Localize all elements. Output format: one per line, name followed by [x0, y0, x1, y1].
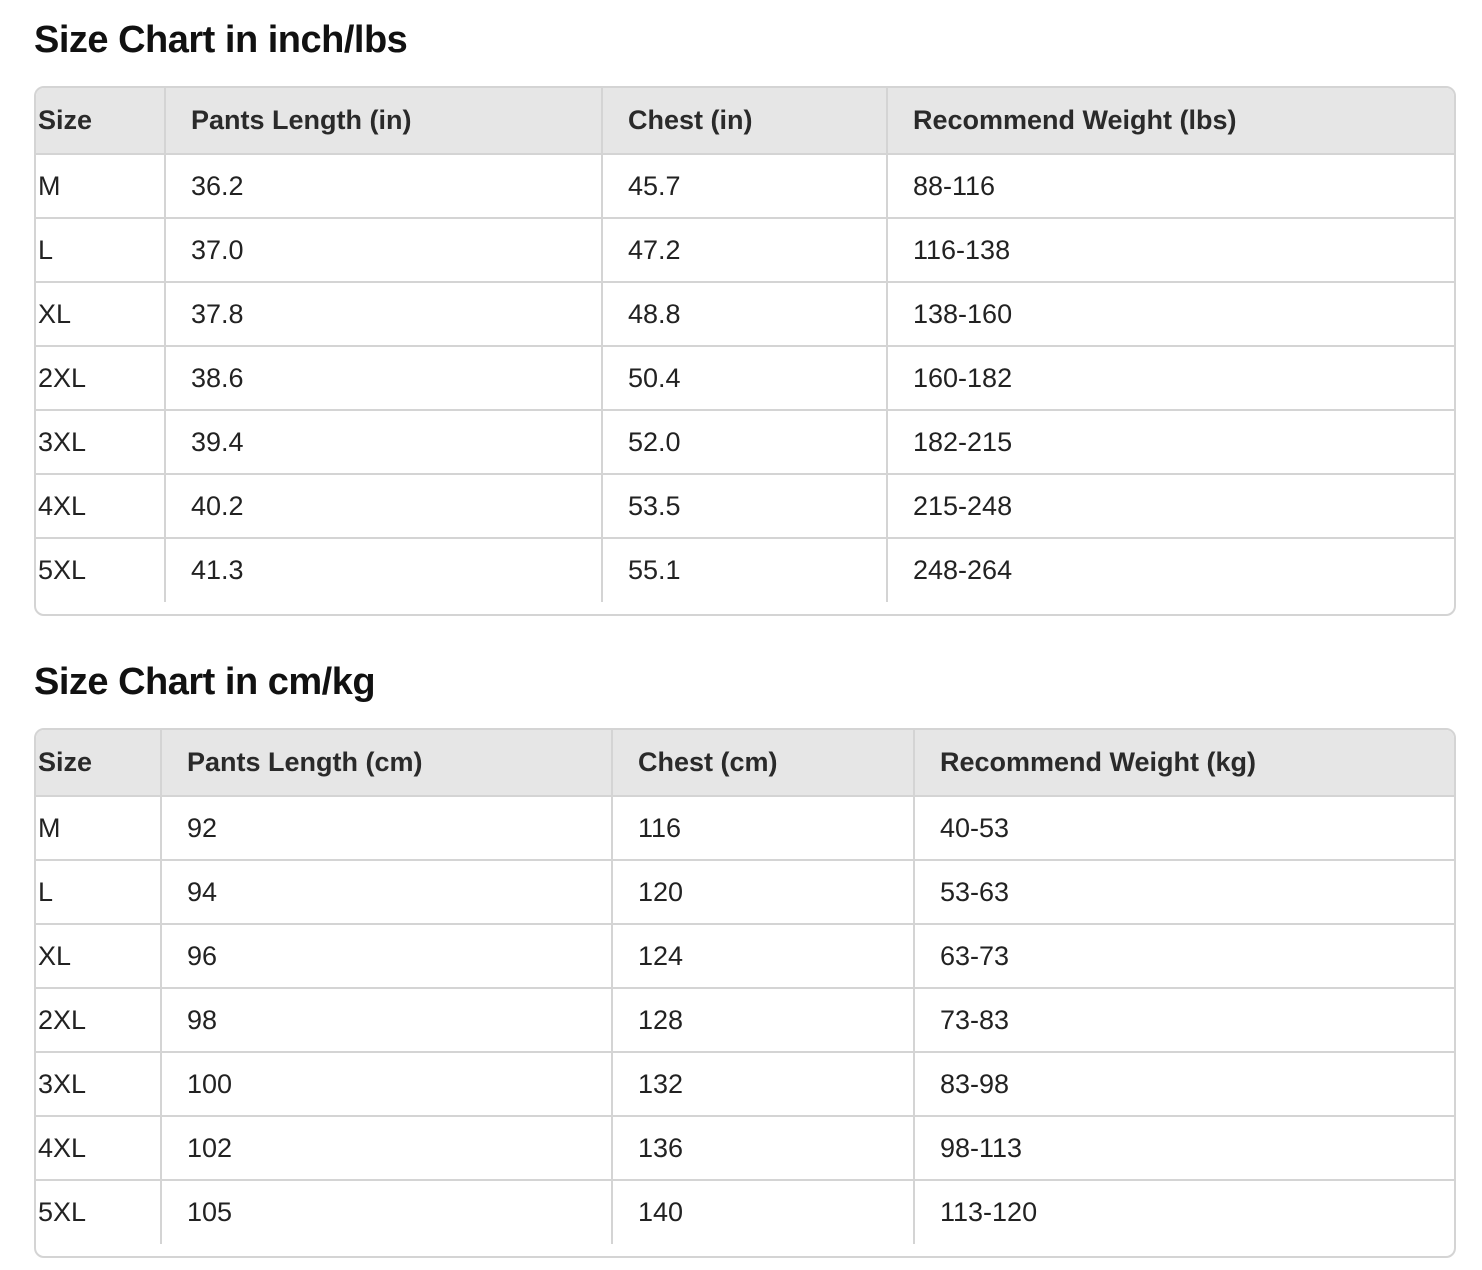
table-cell: 5XL [36, 538, 165, 602]
table-cell: 3XL [36, 410, 165, 474]
column-header: Recommend Weight (kg) [914, 730, 1454, 796]
column-header: Pants Length (cm) [161, 730, 612, 796]
table-cell: 96 [161, 924, 612, 988]
table-cell: 100 [161, 1052, 612, 1116]
table-cell: 5XL [36, 1180, 161, 1244]
table-cell: 39.4 [165, 410, 602, 474]
table-cell: XL [36, 924, 161, 988]
table-row [36, 796, 1454, 860]
table-cell: M [36, 154, 165, 218]
table-cell: 105 [161, 1180, 612, 1244]
table-cell: M [36, 796, 161, 860]
column-header: Size [36, 88, 165, 154]
table-cell: 140 [612, 1180, 914, 1244]
table-cell: 116-138 [887, 218, 1454, 282]
table-cell: L [36, 860, 161, 924]
table-cell: 98-113 [914, 1116, 1454, 1180]
table-cell: 53-63 [914, 860, 1454, 924]
table-cell: 98 [161, 988, 612, 1052]
table-cell: 120 [612, 860, 914, 924]
table-cell: 83-98 [914, 1052, 1454, 1116]
table-cell: 41.3 [165, 538, 602, 602]
table-cell: 2XL [36, 346, 165, 410]
table-cell: 124 [612, 924, 914, 988]
table-cell: L [36, 218, 165, 282]
size-chart-cm-table [34, 728, 1456, 1258]
table-cell: 182-215 [887, 410, 1454, 474]
table-row [36, 410, 1454, 474]
column-header: Recommend Weight (lbs) [887, 88, 1454, 154]
table-cell: 63-73 [914, 924, 1454, 988]
table-cell: 94 [161, 860, 612, 924]
table-row [36, 282, 1454, 346]
table-cell: 4XL [36, 1116, 161, 1180]
table-cell: 37.0 [165, 218, 602, 282]
table-cell: 248-264 [913, 555, 1013, 585]
table-row [36, 346, 1454, 410]
size-chart-cm-title: Size Chart in cm/kg [34, 661, 376, 703]
table-cell: 37.8 [165, 282, 602, 346]
table-cell: 48.8 [602, 282, 887, 346]
table-header-row [36, 88, 1454, 154]
table-cell: 4XL [36, 474, 165, 538]
column-header: Chest (cm) [612, 730, 914, 796]
table-cell: XL [36, 282, 165, 346]
table-cell: 128 [612, 988, 914, 1052]
table-cell: 36.2 [165, 154, 602, 218]
table-cell: 52.0 [602, 410, 887, 474]
table-cell: 53.5 [602, 474, 887, 538]
table-cell: 136 [612, 1116, 914, 1180]
table-row [36, 218, 1454, 282]
table-cell: 55.1 [602, 538, 887, 602]
column-header: Pants Length (in) [165, 88, 602, 154]
table-cell: 45.7 [602, 154, 887, 218]
table-cell: 88-116 [887, 154, 1454, 218]
table-row [36, 988, 1454, 1052]
table-cell: 102 [161, 1116, 612, 1180]
table-cell: 215-248 [887, 474, 1454, 538]
table-cell: 113-120 [940, 1197, 1038, 1227]
table-row [36, 538, 1454, 602]
table-row [36, 860, 1454, 924]
column-header: Chest (in) [602, 88, 887, 154]
table-cell: 73-83 [914, 988, 1454, 1052]
table-cell: 132 [612, 1052, 914, 1116]
table-header-row [36, 730, 1454, 796]
table-cell: 92 [161, 796, 612, 860]
table-cell: 2XL [36, 988, 161, 1052]
table-cell: 160-182 [887, 346, 1454, 410]
table-cell: 3XL [36, 1052, 161, 1116]
table-row [36, 1052, 1454, 1116]
table-cell: 40-53 [914, 796, 1454, 860]
column-header: Size [36, 730, 161, 796]
table-row [36, 474, 1454, 538]
table-cell: 50.4 [602, 346, 887, 410]
table-cell: 138-160 [887, 282, 1454, 346]
table-cell: 38.6 [165, 346, 602, 410]
size-chart-inch-title: Size Chart in inch/lbs [34, 19, 408, 61]
size-chart-inch-table [34, 86, 1456, 616]
table-row [36, 154, 1454, 218]
table-cell: 40.2 [165, 474, 602, 538]
table-row [36, 1180, 1454, 1244]
table-cell: 47.2 [602, 218, 887, 282]
table-row [36, 924, 1454, 988]
table-cell: 116 [612, 796, 914, 860]
table-row [36, 1116, 1454, 1180]
